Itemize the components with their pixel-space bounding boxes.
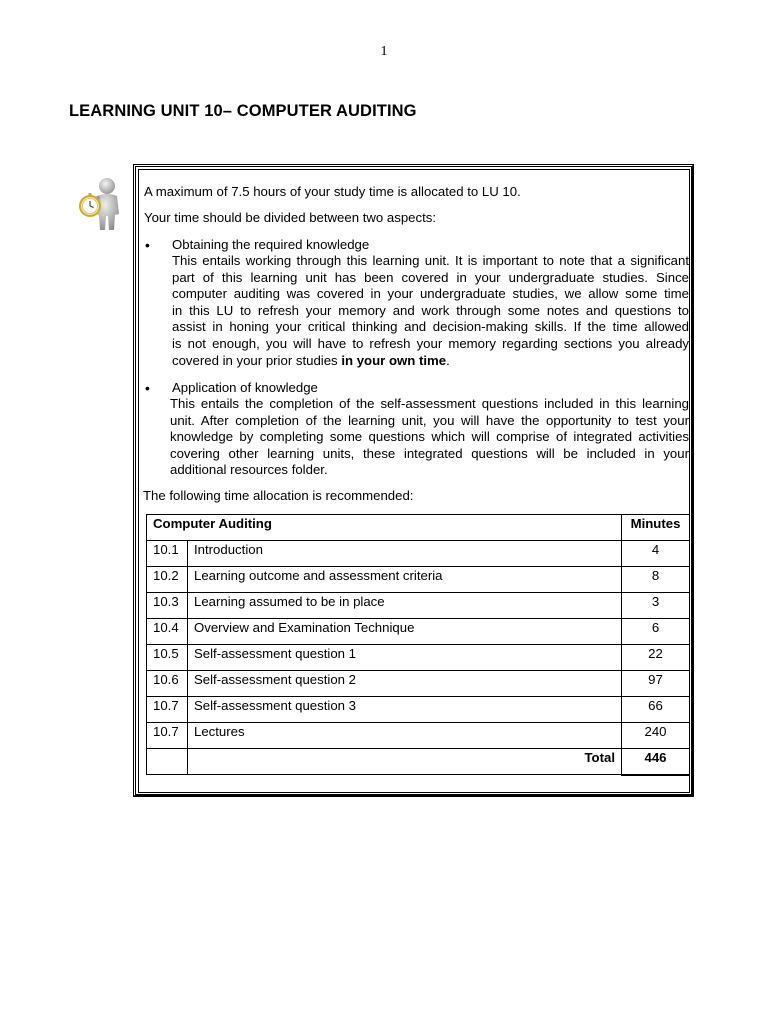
bullet-1-last-suffix: . bbox=[446, 353, 450, 368]
header-minutes: Minutes bbox=[622, 515, 690, 541]
row-minutes: 22 bbox=[622, 645, 690, 671]
bullet-2-line-4: covering other learning units, these integrated questions will be included in your bbox=[170, 446, 689, 461]
bullet-1-line-2: part of this learning unit has been covered in your undergraduate studies. Since bbox=[172, 270, 689, 285]
table-row bbox=[147, 671, 690, 697]
bullet-1-line-1: This entails working through this learning unit. It is important to note that a significant bbox=[172, 253, 689, 268]
row-topic: Overview and Examination Technique bbox=[188, 619, 622, 645]
intro-line-1: A maximum of 7.5 hours of your study time is allocated to LU 10. bbox=[144, 184, 521, 199]
row-minutes: 3 bbox=[622, 593, 690, 619]
row-number: 10.6 bbox=[147, 671, 188, 697]
row-topic: Self-assessment question 2 bbox=[188, 671, 622, 697]
bullet-1-line-5: assist in honing your critical thinking and decision-making skills. If the time allowed bbox=[172, 319, 689, 334]
bullet-marker: • bbox=[145, 237, 150, 253]
table-row bbox=[147, 645, 690, 671]
time-allocation-table bbox=[146, 514, 690, 776]
bullet-1-title: Obtaining the required knowledge bbox=[172, 237, 370, 252]
bullet-2-line-3: knowledge by completing some questions which will comprise of integrated activities bbox=[170, 429, 689, 444]
row-number: 10.5 bbox=[147, 645, 188, 671]
table-total-row bbox=[147, 749, 690, 775]
bullet-2-line-2: unit. After completion of the learning unit, you will have the opportunity to test your bbox=[170, 413, 689, 428]
row-minutes: 240 bbox=[622, 723, 690, 749]
row-topic: Learning assumed to be in place bbox=[188, 593, 622, 619]
bullet-2-line-1: This entails the completion of the self-assessment questions included in this learning bbox=[170, 396, 689, 411]
bullet-marker: • bbox=[145, 380, 150, 396]
table-header-row bbox=[147, 515, 690, 541]
bullet-1-last-prefix: covered in your prior studies bbox=[172, 353, 342, 368]
bullet-2-last-line: additional resources folder. bbox=[170, 462, 328, 477]
table-row bbox=[147, 723, 690, 749]
table-row bbox=[147, 593, 690, 619]
row-number: 10.7 bbox=[147, 697, 188, 723]
intro-line-2: Your time should be divided between two aspects: bbox=[144, 210, 437, 225]
bullet-2-title: Application of knowledge bbox=[172, 380, 318, 395]
row-minutes: 6 bbox=[622, 619, 690, 645]
bullet-1-last-bold: in your own time bbox=[341, 353, 447, 368]
row-topic: Introduction bbox=[188, 541, 622, 567]
bullet-1-line-3: computer auditing was covered in your undergraduate studies, we allow some time bbox=[172, 286, 689, 301]
total-label: Total bbox=[188, 749, 622, 775]
row-number: 10.7 bbox=[147, 723, 188, 749]
row-minutes: 8 bbox=[622, 567, 690, 593]
table-row bbox=[147, 697, 690, 723]
header-topic: Computer Auditing bbox=[147, 515, 622, 541]
row-topic: Self-assessment question 1 bbox=[188, 645, 622, 671]
table-row bbox=[147, 619, 690, 645]
table-row bbox=[147, 567, 690, 593]
row-number: 10.4 bbox=[147, 619, 188, 645]
table-row bbox=[147, 541, 690, 567]
page-number: 1 bbox=[380, 44, 388, 59]
row-number: 10.1 bbox=[147, 541, 188, 567]
bullet-1-line-4: in this LU to refresh your memory and work through some notes and questions to bbox=[172, 303, 689, 318]
row-topic: Self-assessment question 3 bbox=[188, 697, 622, 723]
row-number: 10.3 bbox=[147, 593, 188, 619]
row-minutes: 4 bbox=[622, 541, 690, 567]
recommendation-text: The following time allocation is recommended: bbox=[143, 488, 414, 503]
bullet-1-line-6: is not enough, you will have to refresh your memory regarding sections you already bbox=[172, 336, 689, 351]
row-number: 10.2 bbox=[147, 567, 188, 593]
total-empty-cell bbox=[147, 749, 188, 775]
bullet-1-last-line bbox=[172, 353, 450, 370]
row-topic: Learning outcome and assessment criteria bbox=[188, 567, 622, 593]
person-with-stopwatch-icon bbox=[78, 176, 128, 232]
total-value: 446 bbox=[622, 749, 690, 775]
row-topic: Lectures bbox=[188, 723, 622, 749]
row-minutes: 66 bbox=[622, 697, 690, 723]
row-minutes: 97 bbox=[622, 671, 690, 697]
page-title: LEARNING UNIT 10– COMPUTER AUDITING bbox=[69, 102, 417, 120]
